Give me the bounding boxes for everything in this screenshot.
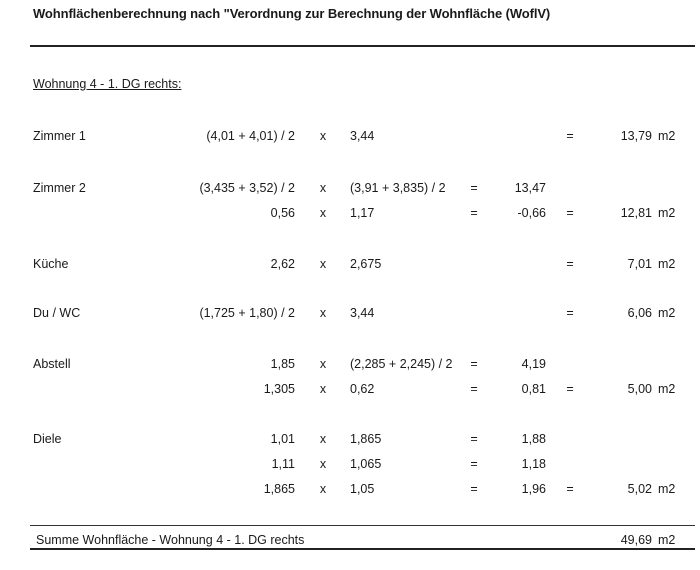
multiply-sign: x xyxy=(319,432,327,446)
multiply-sign: x xyxy=(319,306,327,320)
multiply-sign: x xyxy=(319,457,327,471)
room-name: Küche xyxy=(33,257,69,271)
factor-a: 1,305 xyxy=(263,382,295,396)
equals-sign: = xyxy=(470,181,478,195)
equals-sign: = xyxy=(470,432,478,446)
partial-area: 13,47 xyxy=(514,181,546,195)
factor-a: 1,85 xyxy=(270,357,295,371)
room-total-area: 6,06 xyxy=(627,306,652,320)
room-total-area: 5,00 xyxy=(627,382,652,396)
summary-divider-top xyxy=(30,525,695,526)
factor-b: 3,44 xyxy=(350,129,375,143)
factor-a: 0,56 xyxy=(270,206,295,220)
area-unit: m2 xyxy=(658,129,676,143)
summary-label: Summe Wohnfläche - Wohnung 4 - 1. DG rechts xyxy=(36,533,305,547)
multiply-sign: x xyxy=(319,482,327,496)
document-title: Wohnflächenberechnung nach "Verordnung zur Berechnung der Wohnfläche (WoflV) xyxy=(33,6,551,21)
partial-area: 1,96 xyxy=(521,482,546,496)
total-equals-sign: = xyxy=(566,482,574,496)
factor-b: 3,44 xyxy=(350,306,375,320)
multiply-sign: x xyxy=(319,206,327,220)
area-unit: m2 xyxy=(658,206,676,220)
room-total-area: 13,79 xyxy=(620,129,652,143)
multiply-sign: x xyxy=(319,257,327,271)
factor-a: 1,01 xyxy=(270,432,295,446)
title-divider xyxy=(30,45,695,47)
equals-sign: = xyxy=(470,482,478,496)
area-unit: m2 xyxy=(658,482,676,496)
total-equals-sign: = xyxy=(566,382,574,396)
partial-area: 1,88 xyxy=(521,432,546,446)
factor-b: 2,675 xyxy=(350,257,382,271)
area-unit: m2 xyxy=(658,306,676,320)
room-name: Zimmer 1 xyxy=(33,129,86,143)
room-name: Diele xyxy=(33,432,62,446)
factor-b: 1,065 xyxy=(350,457,382,471)
multiply-sign: x xyxy=(319,357,327,371)
factor-b: (3,91 + 3,835) / 2 xyxy=(350,181,446,195)
total-equals-sign: = xyxy=(566,257,574,271)
partial-area: 4,19 xyxy=(521,357,546,371)
room-name: Zimmer 2 xyxy=(33,181,86,195)
factor-b: 1,865 xyxy=(350,432,382,446)
room-total-area: 12,81 xyxy=(620,206,652,220)
factor-b: 1,17 xyxy=(350,206,375,220)
partial-area: -0,66 xyxy=(517,206,546,220)
factor-b: (2,285 + 2,245) / 2 xyxy=(350,357,453,371)
total-equals-sign: = xyxy=(566,206,574,220)
multiply-sign: x xyxy=(319,129,327,143)
factor-a: 1,865 xyxy=(263,482,295,496)
summary-unit: m2 xyxy=(658,533,676,547)
factor-a: (3,435 + 3,52) / 2 xyxy=(199,181,295,195)
equals-sign: = xyxy=(470,457,478,471)
multiply-sign: x xyxy=(319,181,327,195)
room-total-area: 5,02 xyxy=(627,482,652,496)
summary-total: 49,69 xyxy=(620,533,652,547)
total-equals-sign: = xyxy=(566,129,574,143)
equals-sign: = xyxy=(470,382,478,396)
factor-a: 1,11 xyxy=(271,457,295,471)
factor-a: 2,62 xyxy=(270,257,295,271)
partial-area: 0,81 xyxy=(521,382,546,396)
area-unit: m2 xyxy=(658,382,676,396)
factor-b: 1,05 xyxy=(350,482,375,496)
equals-sign: = xyxy=(470,357,478,371)
multiply-sign: x xyxy=(319,382,327,396)
equals-sign: = xyxy=(470,206,478,220)
factor-a: (4,01 + 4,01) / 2 xyxy=(206,129,295,143)
room-name: Abstell xyxy=(33,357,71,371)
room-total-area: 7,01 xyxy=(627,257,652,271)
room-name: Du / WC xyxy=(33,306,81,320)
section-heading: Wohnung 4 - 1. DG rechts: xyxy=(33,77,182,91)
factor-b: 0,62 xyxy=(350,382,375,396)
area-unit: m2 xyxy=(658,257,676,271)
partial-area: 1,18 xyxy=(521,457,546,471)
factor-a: (1,725 + 1,80) / 2 xyxy=(199,306,295,320)
summary-divider-bottom xyxy=(30,548,695,550)
total-equals-sign: = xyxy=(566,306,574,320)
